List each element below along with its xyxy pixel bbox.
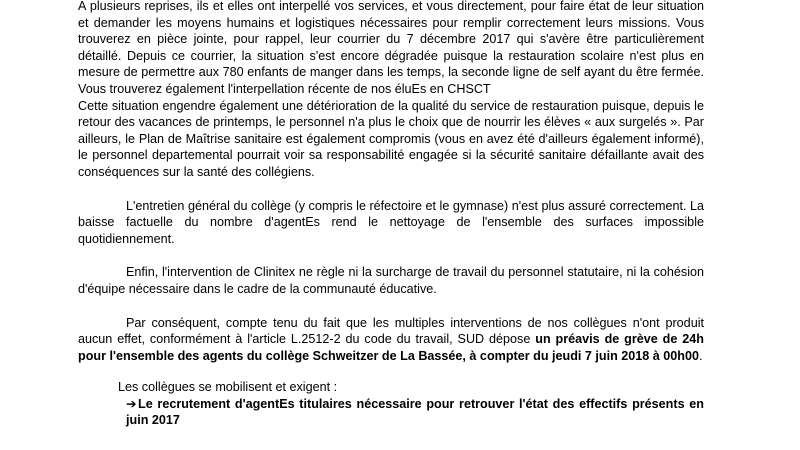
paragraph-services-interpellation: A plusieurs reprises, ils et elles ont interpellé vos services, et vous directement, pour faire état de leur situation et demander les moyens humains et logistiques nécessaires pour remplir correctement leurs missions. Vous trouverez en pièce jointe, pour rappel, leur courrier du 7 décembre 2017 qui s'avère être particulièrement détaillé. Depuis ce courrier, la situation s'est encore dégradée puisque la restauration scolaire n'est plus en mesure de permettre aux 780 enfants de manger dans les temps, la seconde ligne de self ayant du être fermée. Vous trouverez également l'interpellation récente de nos éluEs en CHSCT <box>78 0 704 96</box>
arrow-right-icon: ➔ <box>126 396 137 411</box>
paragraph-entretien: L'entretien général du collège (y compris le réfectoire et le gymnase) n'est plus assuré correctement. La baisse factuelle du nombre d'agentEs rend le nettoyage de l'ensemble des surfaces impossible quotidiennement. <box>78 198 704 246</box>
paragraph-mobilisation: Les collègues se mobilisent et exigent : <box>118 380 338 395</box>
paragraph-restauration-quality: Cette situation engendre également une détérioration de la qualité du service de restauration puisque, depuis le retour des vacances de printemps, le personnel n'a plus le choix que de nourrir les élèves « aux surgelés ». Par ailleurs, le Plan de Maîtrise sanitaire est également compromis (vous en avez été d'ailleurs également informé), le personnel departemental pourrait voir sa responsabilité engagée si la sécurité sanitaire défaillante avait des conséquences sur la santé des collégiens. <box>78 98 704 179</box>
demand-text: Le recrutement d'agentEs titulaires nécessaire pour retrouver l'état des effectifs présents en juin 2017 <box>126 396 704 428</box>
paragraph-preavis-greve <box>78 315 704 365</box>
demand-item <box>78 396 704 429</box>
letter-body <box>78 0 704 429</box>
preavis-intro-text: Par conséquent, compte tenu du fait que les multiples interventions de nos collègues n'ont produit aucun effet, conformément à l'article L.2512-2 du code du travail, SUD dépose <box>78 315 704 347</box>
paragraph-clinitex: Enfin, l'intervention de Clinitex ne règle ni la surcharge de travail du personnel statutaire, ni la cohésion d'équipe nécessaire dans le cadre de la communauté éducative. <box>78 265 704 296</box>
preavis-end-text: . <box>699 348 703 363</box>
preavis-bold-text: un préavis de grève de 24h pour l'ensemble des agents du collège Schweitzer de La Bassée, à compter du jeudi 7 juin 2018 à 00h00 <box>78 332 704 363</box>
